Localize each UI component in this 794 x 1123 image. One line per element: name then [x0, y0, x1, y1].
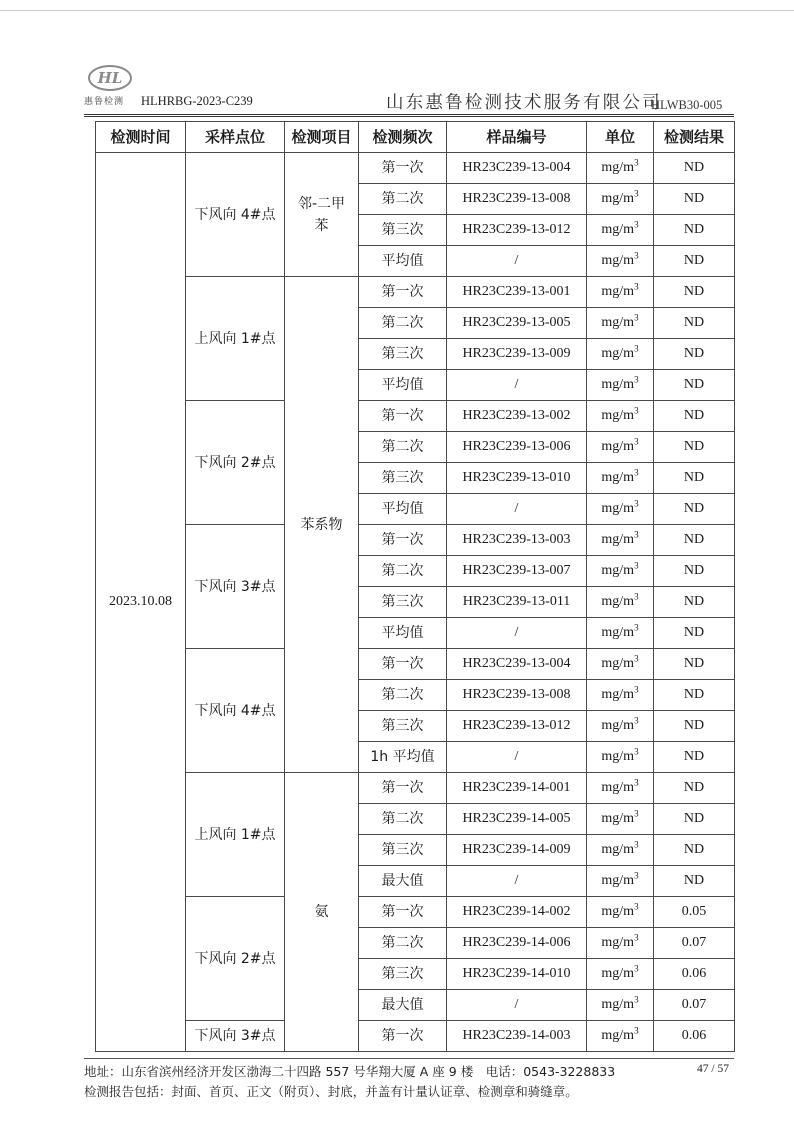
- unit-exponent: 3: [634, 901, 639, 912]
- frequency-cell: 第二次: [359, 556, 447, 587]
- frequency-cell: 第一次: [359, 1021, 447, 1052]
- unit-exponent: 3: [634, 994, 639, 1005]
- test-item-cell: 邻-二甲苯: [285, 153, 359, 277]
- frequency-cell: 第三次: [359, 711, 447, 742]
- unit-base: mg/m: [601, 842, 635, 857]
- unit-exponent: 3: [634, 932, 639, 943]
- unit-cell: [587, 618, 654, 649]
- table-row: [96, 153, 735, 184]
- logo-subtitle: 惠鲁检测: [84, 97, 125, 107]
- result-cell: 0.07: [654, 990, 735, 1021]
- result-cell: ND: [654, 153, 735, 184]
- sample-id-cell: HR23C239-13-012: [447, 215, 587, 246]
- unit-base: mg/m: [601, 904, 635, 919]
- result-cell: ND: [654, 649, 735, 680]
- unit-cell: [587, 897, 654, 928]
- col-header: 检测时间: [96, 122, 186, 153]
- unit-base: mg/m: [601, 377, 635, 392]
- result-cell: 0.07: [654, 928, 735, 959]
- unit-cell: [587, 463, 654, 494]
- frequency-cell: 第一次: [359, 277, 447, 308]
- footer-note: 检测报告包括：封面、首页、正文（附页）、封底，并盖有计量认证章、检测章和骑缝章。: [84, 1084, 578, 1099]
- test-item-cell: 苯系物: [285, 277, 359, 773]
- top-border-line: [0, 10, 794, 11]
- unit-exponent: 3: [634, 219, 639, 230]
- unit-exponent: 3: [634, 839, 639, 850]
- result-cell: ND: [654, 680, 735, 711]
- sample-id-cell: HR23C239-13-007: [447, 556, 587, 587]
- unit-exponent: 3: [634, 963, 639, 974]
- result-cell: ND: [654, 711, 735, 742]
- unit-cell: [587, 277, 654, 308]
- unit-exponent: 3: [634, 622, 639, 633]
- header-rule: [84, 114, 734, 115]
- unit-cell: [587, 773, 654, 804]
- sampling-point-cell: 下风向 2#点: [186, 401, 285, 525]
- unit-exponent: 3: [634, 281, 639, 292]
- unit-cell: [587, 556, 654, 587]
- col-header: 单位: [587, 122, 654, 153]
- result-cell: ND: [654, 835, 735, 866]
- logo-text: HL: [97, 69, 123, 87]
- unit-exponent: 3: [634, 405, 639, 416]
- unit-cell: [587, 742, 654, 773]
- test-item-cell: 氨: [285, 773, 359, 1052]
- sample-id-cell: HR23C239-13-010: [447, 463, 587, 494]
- sample-id-cell: HR23C239-13-006: [447, 432, 587, 463]
- unit-cell: [587, 339, 654, 370]
- unit-cell: [587, 587, 654, 618]
- result-cell: ND: [654, 773, 735, 804]
- table-row: [96, 401, 735, 432]
- unit-base: mg/m: [601, 191, 635, 206]
- frequency-cell: 第一次: [359, 401, 447, 432]
- unit-base: mg/m: [601, 718, 635, 733]
- unit-base: mg/m: [601, 315, 635, 330]
- frequency-cell: 第三次: [359, 835, 447, 866]
- sample-id-cell: HR23C239-13-004: [447, 649, 587, 680]
- frequency-cell: 第一次: [359, 773, 447, 804]
- frequency-cell: 第一次: [359, 897, 447, 928]
- unit-base: mg/m: [601, 439, 635, 454]
- frequency-cell: 第二次: [359, 680, 447, 711]
- unit-exponent: 3: [634, 312, 639, 323]
- unit-base: mg/m: [601, 160, 635, 175]
- sample-id-cell: HR23C239-14-010: [447, 959, 587, 990]
- unit-base: mg/m: [601, 997, 635, 1012]
- result-cell: ND: [654, 525, 735, 556]
- unit-exponent: 3: [634, 684, 639, 695]
- result-cell: ND: [654, 215, 735, 246]
- unit-cell: [587, 370, 654, 401]
- result-cell: ND: [654, 618, 735, 649]
- result-cell: ND: [654, 339, 735, 370]
- unit-exponent: 3: [634, 436, 639, 447]
- frequency-cell: 平均值: [359, 618, 447, 649]
- table-row: [96, 277, 735, 308]
- unit-base: mg/m: [601, 501, 635, 516]
- unit-exponent: 3: [634, 467, 639, 478]
- result-cell: ND: [654, 587, 735, 618]
- result-cell: 0.05: [654, 897, 735, 928]
- unit-cell: [587, 866, 654, 897]
- report-code: HLHRBG-2023-C239: [141, 94, 253, 108]
- result-cell: 0.06: [654, 959, 735, 990]
- unit-base: mg/m: [601, 656, 635, 671]
- header-rule-2: [84, 116, 734, 117]
- unit-cell: [587, 215, 654, 246]
- sample-id-cell: HR23C239-13-004: [447, 153, 587, 184]
- unit-cell: [587, 649, 654, 680]
- unit-exponent: 3: [634, 498, 639, 509]
- date-cell: 2023.10.08: [96, 153, 186, 1052]
- unit-base: mg/m: [601, 346, 635, 361]
- unit-cell: [587, 804, 654, 835]
- frequency-cell: 第二次: [359, 432, 447, 463]
- sample-id-cell: HR23C239-13-002: [447, 401, 587, 432]
- unit-exponent: 3: [634, 777, 639, 788]
- sampling-point-cell: 下风向 2#点: [186, 897, 285, 1021]
- result-cell: ND: [654, 370, 735, 401]
- unit-exponent: 3: [634, 746, 639, 757]
- sampling-point-cell: 上风向 1#点: [186, 277, 285, 401]
- unit-base: mg/m: [601, 253, 635, 268]
- unit-cell: [587, 711, 654, 742]
- sample-id-cell: /: [447, 246, 587, 277]
- unit-cell: [587, 959, 654, 990]
- unit-exponent: 3: [634, 157, 639, 168]
- page-number: 47 / 57: [697, 1063, 729, 1075]
- sample-id-cell: /: [447, 494, 587, 525]
- sample-id-cell: HR23C239-13-012: [447, 711, 587, 742]
- unit-base: mg/m: [601, 594, 635, 609]
- unit-base: mg/m: [601, 222, 635, 237]
- col-header: 检测结果: [654, 122, 735, 153]
- frequency-cell: 平均值: [359, 370, 447, 401]
- unit-cell: [587, 308, 654, 339]
- form-code: HLWB30-005: [651, 98, 723, 112]
- table-row: [96, 773, 735, 804]
- sample-id-cell: HR23C239-14-002: [447, 897, 587, 928]
- result-cell: ND: [654, 463, 735, 494]
- unit-cell: [587, 432, 654, 463]
- sample-id-cell: HR23C239-13-008: [447, 184, 587, 215]
- unit-base: mg/m: [601, 625, 635, 640]
- result-cell: ND: [654, 401, 735, 432]
- unit-base: mg/m: [601, 935, 635, 950]
- unit-base: mg/m: [601, 873, 635, 888]
- sample-id-cell: HR23C239-14-006: [447, 928, 587, 959]
- result-cell: ND: [654, 494, 735, 525]
- unit-base: mg/m: [601, 780, 635, 795]
- sample-id-cell: /: [447, 618, 587, 649]
- unit-base: mg/m: [601, 532, 635, 547]
- result-cell: ND: [654, 432, 735, 463]
- frequency-cell: 第三次: [359, 959, 447, 990]
- result-cell: ND: [654, 308, 735, 339]
- unit-cell: [587, 246, 654, 277]
- unit-cell: [587, 401, 654, 432]
- frequency-cell: 第一次: [359, 525, 447, 556]
- results-table: [95, 121, 735, 1052]
- frequency-cell: 第二次: [359, 804, 447, 835]
- unit-cell: [587, 1021, 654, 1052]
- col-header: 样品编号: [447, 122, 587, 153]
- unit-cell: [587, 990, 654, 1021]
- unit-cell: [587, 184, 654, 215]
- result-cell: ND: [654, 246, 735, 277]
- frequency-cell: 第一次: [359, 649, 447, 680]
- frequency-cell: 第三次: [359, 215, 447, 246]
- sample-id-cell: /: [447, 370, 587, 401]
- result-cell: ND: [654, 866, 735, 897]
- sample-id-cell: /: [447, 866, 587, 897]
- sample-id-cell: /: [447, 990, 587, 1021]
- unit-base: mg/m: [601, 687, 635, 702]
- frequency-cell: 1h 平均值: [359, 742, 447, 773]
- table-row: [96, 1021, 735, 1052]
- unit-exponent: 3: [634, 870, 639, 881]
- sampling-point-cell: 下风向 4#点: [186, 649, 285, 773]
- sampling-point-cell: 上风向 1#点: [186, 773, 285, 897]
- frequency-cell: 第三次: [359, 463, 447, 494]
- unit-exponent: 3: [634, 715, 639, 726]
- unit-base: mg/m: [601, 811, 635, 826]
- sample-id-cell: HR23C239-14-001: [447, 773, 587, 804]
- result-cell: ND: [654, 277, 735, 308]
- unit-exponent: 3: [634, 560, 639, 571]
- col-header: 检测频次: [359, 122, 447, 153]
- frequency-cell: 平均值: [359, 246, 447, 277]
- sample-id-cell: HR23C239-13-011: [447, 587, 587, 618]
- result-cell: 0.06: [654, 1021, 735, 1052]
- unit-base: mg/m: [601, 749, 635, 764]
- sample-id-cell: HR23C239-13-003: [447, 525, 587, 556]
- unit-exponent: 3: [634, 374, 639, 385]
- company-name: 山东惠鲁检测技术服务有限公司: [386, 93, 662, 113]
- unit-exponent: 3: [634, 591, 639, 602]
- unit-base: mg/m: [601, 966, 635, 981]
- table-body: [96, 153, 735, 1052]
- unit-exponent: 3: [634, 1025, 639, 1036]
- unit-exponent: 3: [634, 653, 639, 664]
- table-header-row: [96, 122, 735, 153]
- frequency-cell: 第二次: [359, 184, 447, 215]
- result-cell: ND: [654, 804, 735, 835]
- frequency-cell: 第二次: [359, 308, 447, 339]
- sample-id-cell: HR23C239-14-003: [447, 1021, 587, 1052]
- sample-id-cell: HR23C239-14-009: [447, 835, 587, 866]
- table-row: [96, 897, 735, 928]
- sample-id-cell: HR23C239-14-005: [447, 804, 587, 835]
- footer-address: 地址：山东省滨州经济开发区渤海二十四路 557 号华翔大厦 A 座 9 楼 电话：0543-3228833: [84, 1064, 616, 1079]
- unit-cell: [587, 680, 654, 711]
- unit-exponent: 3: [634, 188, 639, 199]
- result-cell: ND: [654, 742, 735, 773]
- frequency-cell: 第三次: [359, 339, 447, 370]
- unit-base: mg/m: [601, 563, 635, 578]
- unit-base: mg/m: [601, 408, 635, 423]
- unit-exponent: 3: [634, 250, 639, 261]
- col-header: 采样点位: [186, 122, 285, 153]
- sampling-point-cell: 下风向 3#点: [186, 525, 285, 649]
- unit-cell: [587, 525, 654, 556]
- frequency-cell: 第二次: [359, 928, 447, 959]
- company-logo: [86, 62, 134, 94]
- frequency-cell: 第三次: [359, 587, 447, 618]
- unit-cell: [587, 835, 654, 866]
- footer-rule: [84, 1058, 734, 1059]
- frequency-cell: 平均值: [359, 494, 447, 525]
- unit-cell: [587, 494, 654, 525]
- sample-id-cell: HR23C239-13-001: [447, 277, 587, 308]
- result-cell: ND: [654, 184, 735, 215]
- table-row: [96, 649, 735, 680]
- unit-base: mg/m: [601, 284, 635, 299]
- unit-exponent: 3: [634, 343, 639, 354]
- sample-id-cell: HR23C239-13-008: [447, 680, 587, 711]
- sample-id-cell: /: [447, 742, 587, 773]
- frequency-cell: 第一次: [359, 153, 447, 184]
- unit-base: mg/m: [601, 1028, 635, 1043]
- table-row: [96, 525, 735, 556]
- unit-exponent: 3: [634, 808, 639, 819]
- sampling-point-cell: 下风向 3#点: [186, 1021, 285, 1052]
- unit-cell: [587, 928, 654, 959]
- unit-cell: [587, 153, 654, 184]
- frequency-cell: 最大值: [359, 866, 447, 897]
- sampling-point-cell: 下风向 4#点: [186, 153, 285, 277]
- unit-base: mg/m: [601, 470, 635, 485]
- sample-id-cell: HR23C239-13-009: [447, 339, 587, 370]
- unit-exponent: 3: [634, 529, 639, 540]
- result-cell: ND: [654, 556, 735, 587]
- col-header: 检测项目: [285, 122, 359, 153]
- frequency-cell: 最大值: [359, 990, 447, 1021]
- sample-id-cell: HR23C239-13-005: [447, 308, 587, 339]
